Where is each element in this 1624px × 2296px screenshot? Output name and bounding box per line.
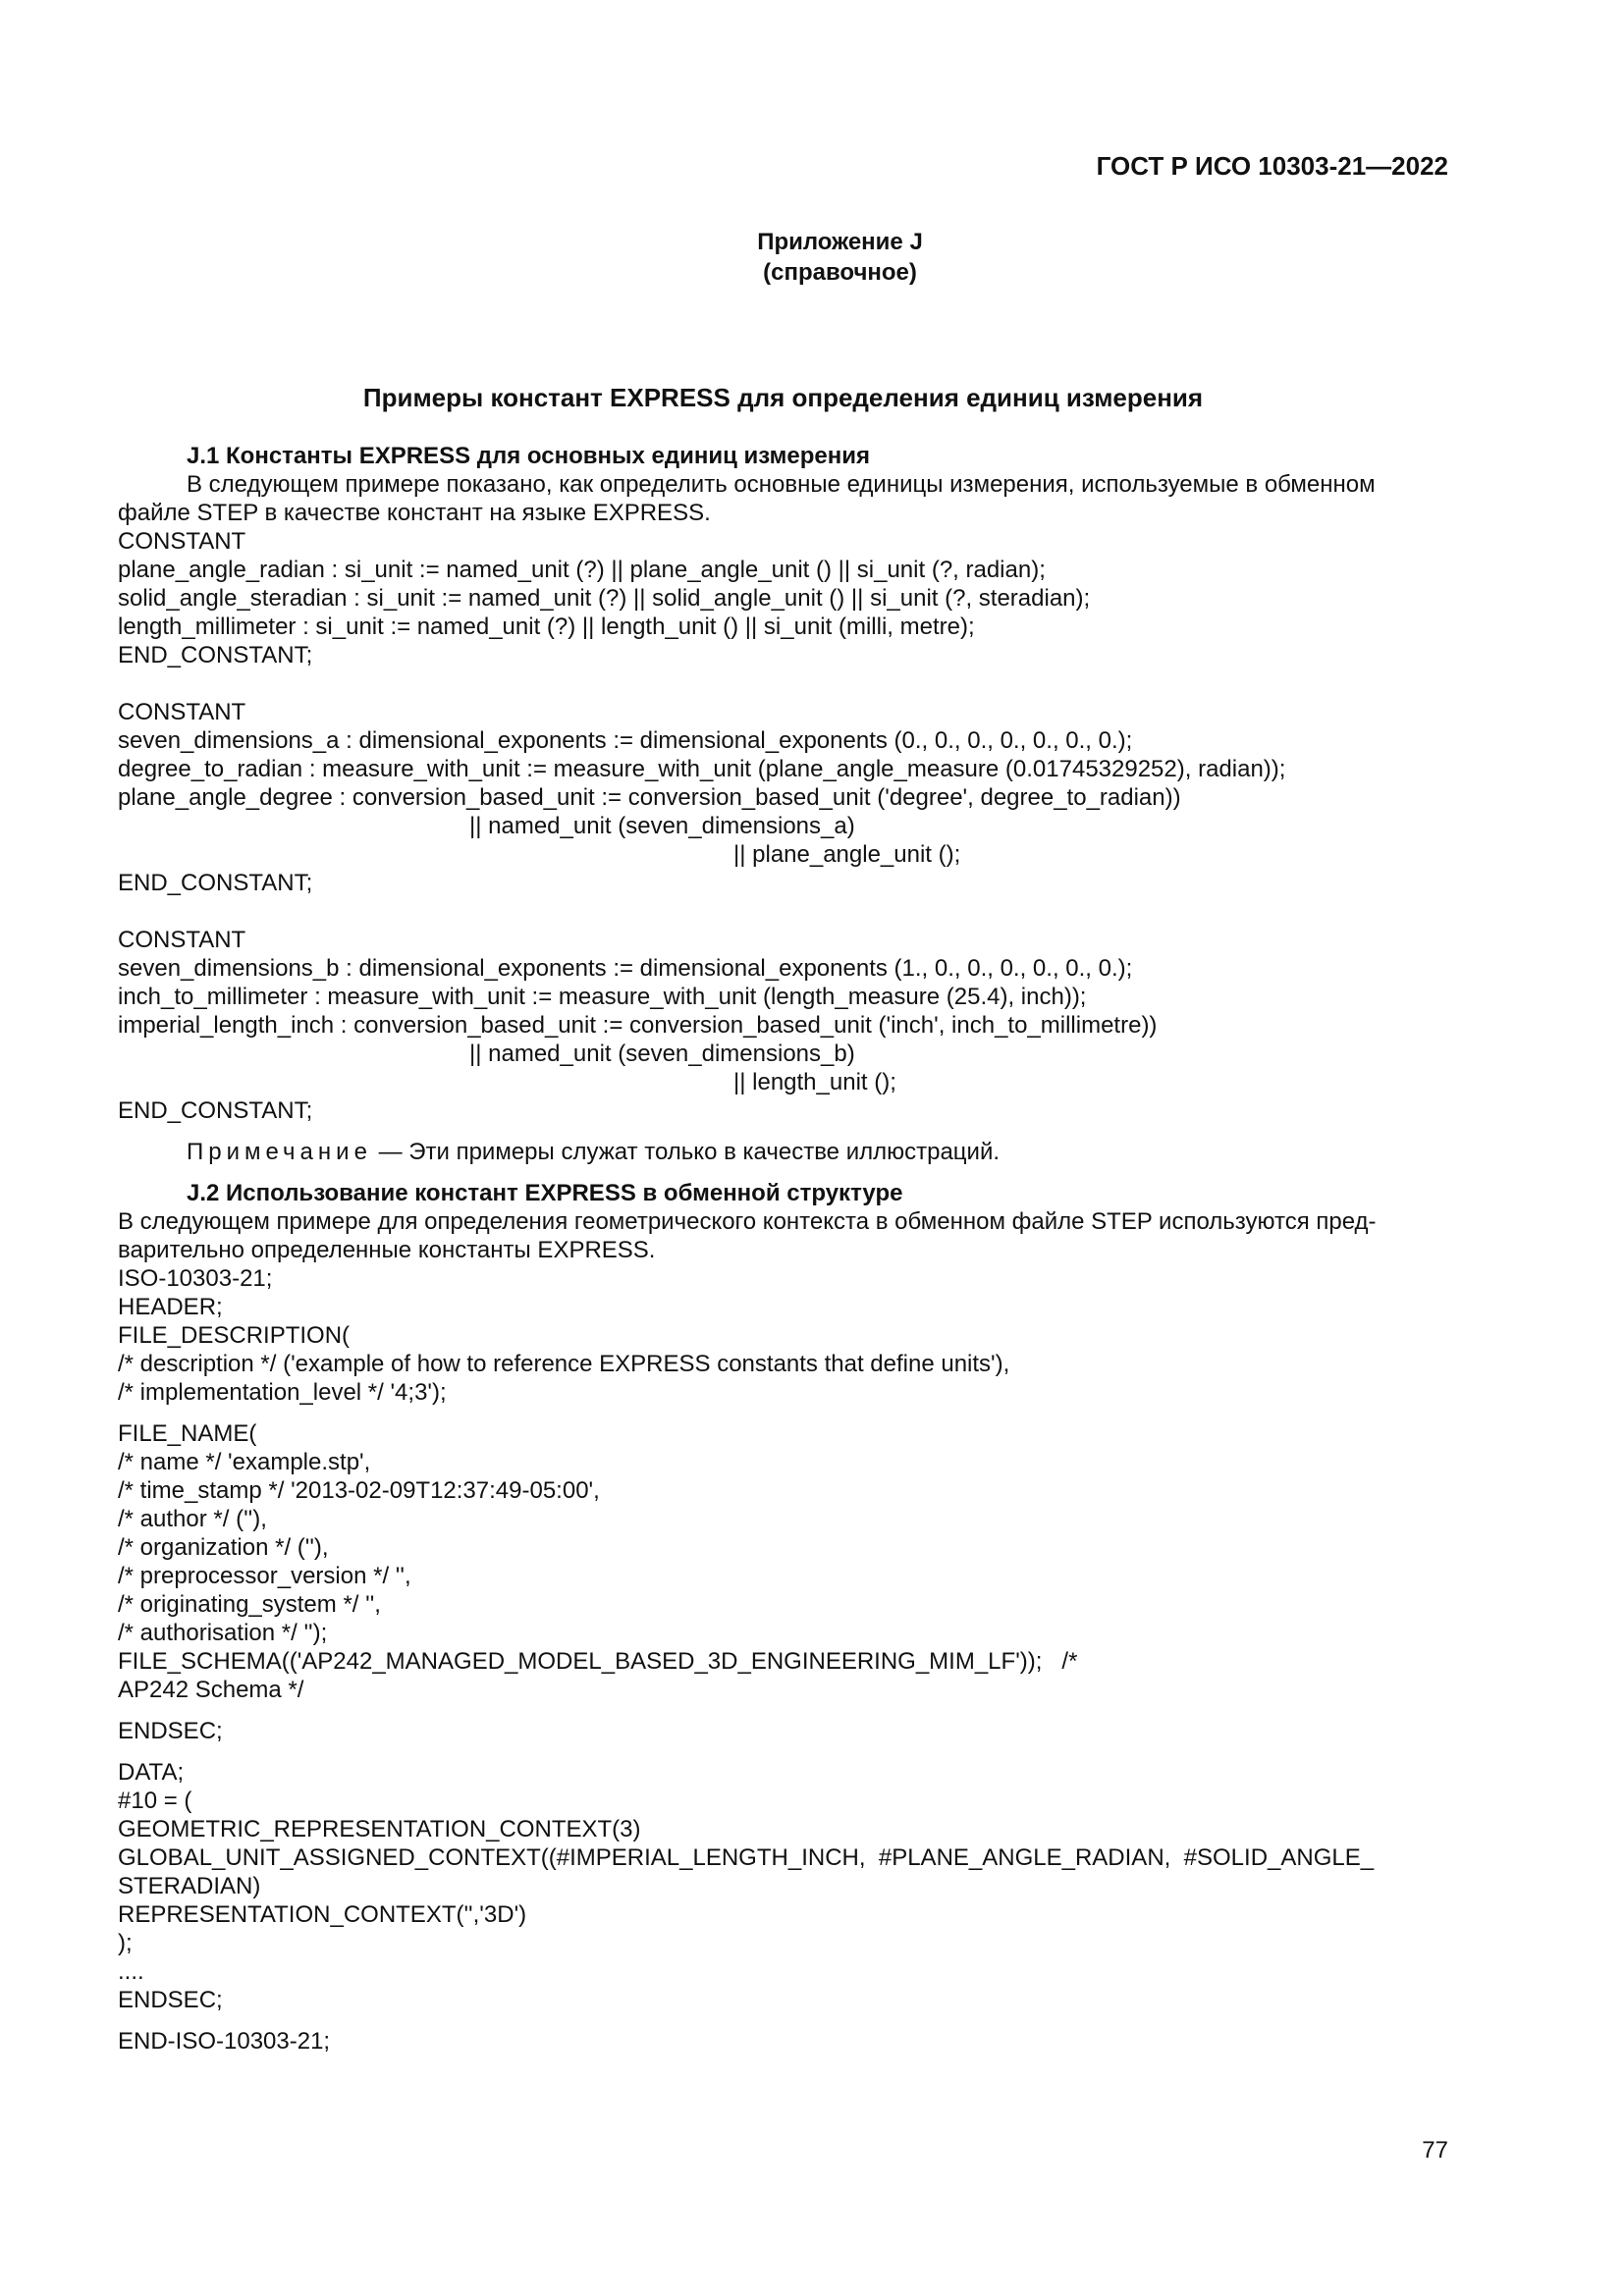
code-block-2 [118, 698, 1448, 897]
code-line-continuation: || plane_angle_unit (); [733, 841, 961, 868]
code-block-3 [118, 926, 1448, 1125]
code-data-block [118, 1758, 1448, 2014]
code-line: FILE_SCHEMA(('AP242_MANAGED_MODEL_BASED_3D_ENGINEERING_MIM_LF')); /* [118, 1648, 1078, 1675]
section-j1 [118, 442, 1448, 2056]
code-line-continuation: || named_unit (seven_dimensions_a) [469, 813, 855, 839]
code-line: seven_dimensions_b : dimensional_exponents := dimensional_exponents (1., 0., 0., 0., 0., 0., 0.); [118, 955, 1133, 982]
code-line: END_CONSTANT; [118, 642, 313, 668]
code-line: DATA; [118, 1759, 185, 1786]
annex-heading [118, 227, 1448, 288]
code-line: /* time_stamp */ '2013-02-09T12:37:49-05:00', [118, 1477, 600, 1504]
code-line: ISO-10303-21; [118, 1265, 273, 1292]
code-line: #10 = ( [118, 1788, 192, 1814]
code-line: CONSTANT [118, 927, 246, 953]
code-line: plane_angle_degree : conversion_based_unit := conversion_based_unit ('degree', degree_to_radian)) [118, 784, 1181, 811]
page-number: 77 [1422, 2137, 1448, 2163]
annex-type: (справочное) [763, 259, 917, 286]
code-line: ); [118, 1930, 133, 1956]
code-line: /* authorisation */ ''); [118, 1620, 328, 1646]
code-line: GEOMETRIC_REPRESENTATION_CONTEXT(3) [118, 1816, 641, 1842]
section-j1-heading: J.1 Константы EXPRESS для основных единиц измерения [187, 443, 870, 469]
code-line-end: END-ISO-10303-21; [118, 2028, 331, 2055]
code-line: END_CONSTANT; [118, 870, 313, 896]
code-line: REPRESENTATION_CONTEXT('','3D') [118, 1901, 527, 1928]
code-line: HEADER; [118, 1294, 223, 1320]
section-j2-paragraph-line: В следующем примере для определения геометрического контекста в обменном файле STEP используются пред- [118, 1208, 1377, 1235]
section-j1-paragraph: В следующем примере показано, как определить основные единицы измерения, используемые в обменном файле STEP в качестве констант на языке EXPRESS. [118, 471, 1376, 526]
code-line: FILE_DESCRIPTION( [118, 1322, 351, 1349]
code-line: GLOBAL_UNIT_ASSIGNED_CONTEXT((#IMPERIAL_LENGTH_INCH, #PLANE_ANGLE_RADIAN, #SOLID_ANGLE_ [118, 1844, 1375, 1871]
code-line: imperial_length_inch : conversion_based_unit := conversion_based_unit ('inch', inch_to_millimetre)) [118, 1012, 1158, 1039]
code-line: /* preprocessor_version */ '', [118, 1563, 411, 1589]
annex-title: Приложение J [757, 229, 923, 255]
standard-designation: ГОСТ Р ИСО 10303-21—2022 [1096, 151, 1448, 181]
code-line: FILE_NAME( [118, 1420, 257, 1447]
code-line: STERADIAN) [118, 1873, 261, 1899]
code-block-1 [118, 527, 1448, 669]
code-line: solid_angle_steradian : si_unit := named_unit (?) || solid_angle_unit () || si_unit (?, steradian); [118, 585, 1091, 612]
code-line: ENDSEC; [118, 1987, 223, 2013]
document-title: Примеры констант EXPRESS для определения единиц измерения [362, 383, 1204, 412]
code-line: CONSTANT [118, 699, 246, 725]
code-line: plane_angle_radian : si_unit := named_unit (?) || plane_angle_unit () || si_unit (?, radian); [118, 557, 1046, 583]
code-line: .... [118, 1958, 144, 1985]
note-text: — Эти примеры служат только в качестве иллюстраций. [371, 1139, 1001, 1165]
code-line-endsec: ENDSEC; [118, 1718, 223, 1744]
code-line: /* implementation_level */ '4;3'); [118, 1379, 447, 1406]
code-line-continuation: || length_unit (); [733, 1069, 896, 1095]
section-j2-paragraph-line: варительно определенные константы EXPRESS. [118, 1237, 656, 1263]
code-line: END_CONSTANT; [118, 1097, 313, 1124]
code-line: /* author */ (''), [118, 1506, 267, 1532]
code-line: length_millimeter : si_unit := named_unit (?) || length_unit () || si_unit (milli, metre); [118, 614, 975, 640]
document-page [118, 0, 1448, 2296]
code-line: /* name */ 'example.stp', [118, 1449, 371, 1475]
section-j2-heading: J.2 Использование констант EXPRESS в обменной структуре [187, 1180, 903, 1206]
code-line-continuation: || named_unit (seven_dimensions_b) [469, 1041, 855, 1067]
code-line: CONSTANT [118, 528, 246, 555]
code-line: seven_dimensions_a : dimensional_exponents := dimensional_exponents (0., 0., 0., 0., 0., 0., 0.); [118, 727, 1133, 754]
note [118, 1138, 1448, 1166]
code-line: /* description */ ('example of how to reference EXPRESS constants that define units'), [118, 1351, 1010, 1377]
code-header-block [118, 1264, 1448, 1407]
code-file-name-block [118, 1419, 1448, 1704]
code-line: degree_to_radian : measure_with_unit := measure_with_unit (plane_angle_measure (0.01745329252), radian)); [118, 756, 1286, 782]
code-line: inch_to_millimeter : measure_with_unit := measure_with_unit (length_measure (25.4), inch)); [118, 984, 1087, 1010]
note-label: Примечание [187, 1139, 372, 1165]
code-line: /* organization */ (''), [118, 1534, 329, 1561]
code-line: AP242 Schema */ [118, 1677, 304, 1703]
code-line: /* originating_system */ '', [118, 1591, 381, 1618]
